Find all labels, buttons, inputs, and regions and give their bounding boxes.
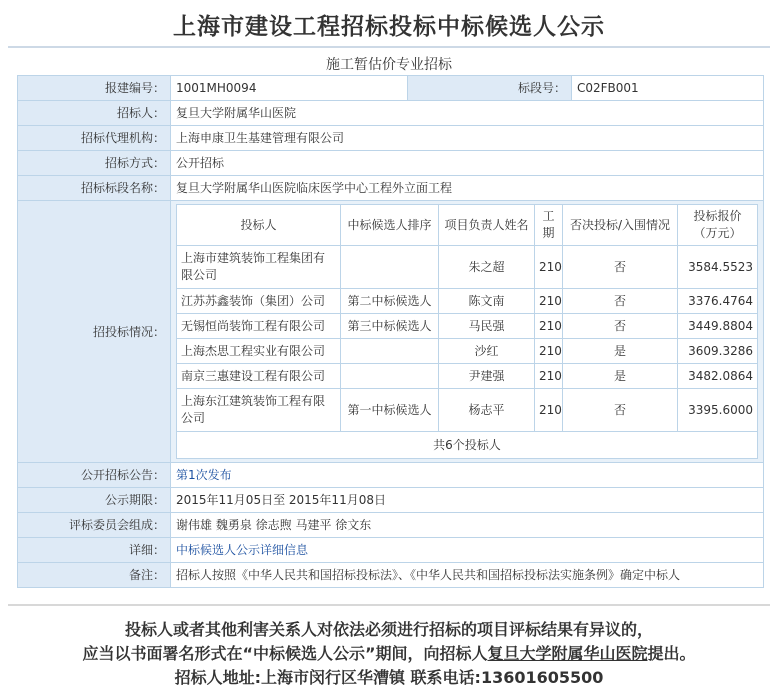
header-price: 投标报价（万元）: [678, 205, 758, 246]
bids-table: [176, 204, 758, 459]
bidder-price: 3482.0864: [678, 364, 758, 389]
row-detail: [18, 538, 764, 563]
bidder-name: 上海市建筑装饰工程集团有限公司: [177, 246, 341, 289]
row-section-name: [18, 176, 764, 201]
notice-line-2: [0, 642, 778, 666]
bidder-rank: [341, 364, 439, 389]
row-committee: [18, 513, 764, 538]
bidder-name: 上海杰思工程实业有限公司: [177, 339, 341, 364]
bidder-period: 210: [535, 364, 563, 389]
bidder-name: 无锡恒尚装饰工程有限公司: [177, 314, 341, 339]
bidder-rank: 第二中标候选人: [341, 289, 439, 314]
detail-label: 详细：: [18, 538, 171, 563]
bidder-price: 3449.8804: [678, 314, 758, 339]
agency-label: 招标代理机构：: [18, 126, 171, 151]
tenderer-label: 招标人：: [18, 101, 171, 126]
bidder-rejected: 否: [563, 314, 678, 339]
bidder-rejected: 否: [563, 389, 678, 432]
notice-line-1: 投标人或者其他利害关系人对依法必须进行招标的项目评标结果有异议的，: [124, 620, 653, 639]
header-manager: 项目负责人姓名: [439, 205, 535, 246]
row-agency: [18, 126, 764, 151]
notice-line-2c: 提出。: [647, 644, 696, 663]
bids-total: 共6个投标人: [177, 432, 758, 459]
bidder-manager: 马民强: [439, 314, 535, 339]
info-table: [17, 75, 764, 588]
remark-value: 招标人按照《中华人民共和国招标投标法》、《中华人民共和国招标投标法实施条例》确定中标人: [171, 563, 764, 588]
tenderer-value: 复旦大学附属华山医院: [171, 101, 764, 126]
bidder-period: 210: [535, 246, 563, 289]
section-name-value: 复旦大学附属华山医院临床医学中心工程外立面工程: [171, 176, 764, 201]
table-row: [177, 389, 758, 432]
title-divider: [8, 46, 770, 48]
row-announcement: [18, 463, 764, 488]
section-no-label: 标段号：: [408, 76, 572, 101]
notice-divider: [8, 604, 770, 606]
bidding-label: 招投标情况：: [18, 201, 171, 463]
bidder-name: 南京三惠建设工程有限公司: [177, 364, 341, 389]
project-no-value: 1001MH0094: [171, 76, 408, 101]
bidder-price: 3609.3286: [678, 339, 758, 364]
bidder-rank: 第三中标候选人: [341, 314, 439, 339]
row-project-no: [18, 76, 764, 101]
project-no-label: 报建编号：: [18, 76, 171, 101]
notice-block: [0, 618, 778, 690]
period-value: 2015年11月05日至 2015年11月08日: [171, 488, 764, 513]
bidder-period: 210: [535, 389, 563, 432]
row-tenderer: [18, 101, 764, 126]
table-row: [177, 339, 758, 364]
bids-header-row: [177, 205, 758, 246]
row-remark: [18, 563, 764, 588]
page-subtitle: 施工暂估价专业招标: [326, 57, 452, 73]
bidder-rank: [341, 339, 439, 364]
table-row: [177, 246, 758, 289]
bidder-manager: 沙红: [439, 339, 535, 364]
header-rank: 中标候选人排序: [341, 205, 439, 246]
bidder-manager: 朱之超: [439, 246, 535, 289]
header-period: 工期: [535, 205, 563, 246]
method-label: 招标方式：: [18, 151, 171, 176]
notice-tenderer: 复旦大学附属华山医院: [487, 644, 648, 663]
bidder-rejected: 是: [563, 364, 678, 389]
bidder-period: 210: [535, 289, 563, 314]
bidding-cell: [171, 201, 764, 463]
header-rejected: 否决投标/入围情况: [563, 205, 678, 246]
row-bidding: [18, 201, 764, 463]
remark-label: 备注：: [18, 563, 171, 588]
row-period: [18, 488, 764, 513]
bidder-rank: [341, 246, 439, 289]
section-name-label: 招标标段名称：: [18, 176, 171, 201]
announcement-label: 公开招标公告：: [18, 463, 171, 488]
header-bidder: 投标人: [177, 205, 341, 246]
bidder-manager: 尹建强: [439, 364, 535, 389]
bidder-rejected: 是: [563, 339, 678, 364]
bids-total-row: [177, 432, 758, 459]
section-no-value: C02FB001: [572, 76, 764, 101]
bidder-price: 3395.6000: [678, 389, 758, 432]
bidder-rejected: 否: [563, 246, 678, 289]
table-row: [177, 314, 758, 339]
page-title: 上海市建设工程招标投标中标候选人公示: [173, 14, 605, 40]
bidder-manager: 陈文南: [439, 289, 535, 314]
committee-label: 评标委员会组成：: [18, 513, 171, 538]
bidder-name: 江苏苏鑫装饰（集团）公司: [177, 289, 341, 314]
bidder-price: 3584.5523: [678, 246, 758, 289]
agency-value: 上海申康卫生基建管理有限公司: [171, 126, 764, 151]
bidder-manager: 杨志平: [439, 389, 535, 432]
bidder-name: 上海东江建筑装饰工程有限公司: [177, 389, 341, 432]
row-method: [18, 151, 764, 176]
bidder-rejected: 否: [563, 289, 678, 314]
committee-value: 谢伟雄 魏勇泉 徐志煦 马建平 徐文东: [171, 513, 764, 538]
period-label: 公示期限：: [18, 488, 171, 513]
notice-line-3: 招标人地址:上海市闵行区华漕镇 联系电话:13601605500: [174, 668, 604, 687]
bidder-period: 210: [535, 339, 563, 364]
bidder-price: 3376.4764: [678, 289, 758, 314]
table-row: [177, 289, 758, 314]
table-row: [177, 364, 758, 389]
notice-line-2a: 应当以书面署名形式在“中标候选人公示”期间，向招标人: [82, 644, 488, 663]
bidder-rank: 第一中标候选人: [341, 389, 439, 432]
detail-link[interactable]: 中标候选人公示详细信息: [176, 543, 309, 557]
bidder-period: 210: [535, 314, 563, 339]
announcement-link[interactable]: 第1次发布: [176, 468, 232, 482]
method-value: 公开招标: [171, 151, 764, 176]
